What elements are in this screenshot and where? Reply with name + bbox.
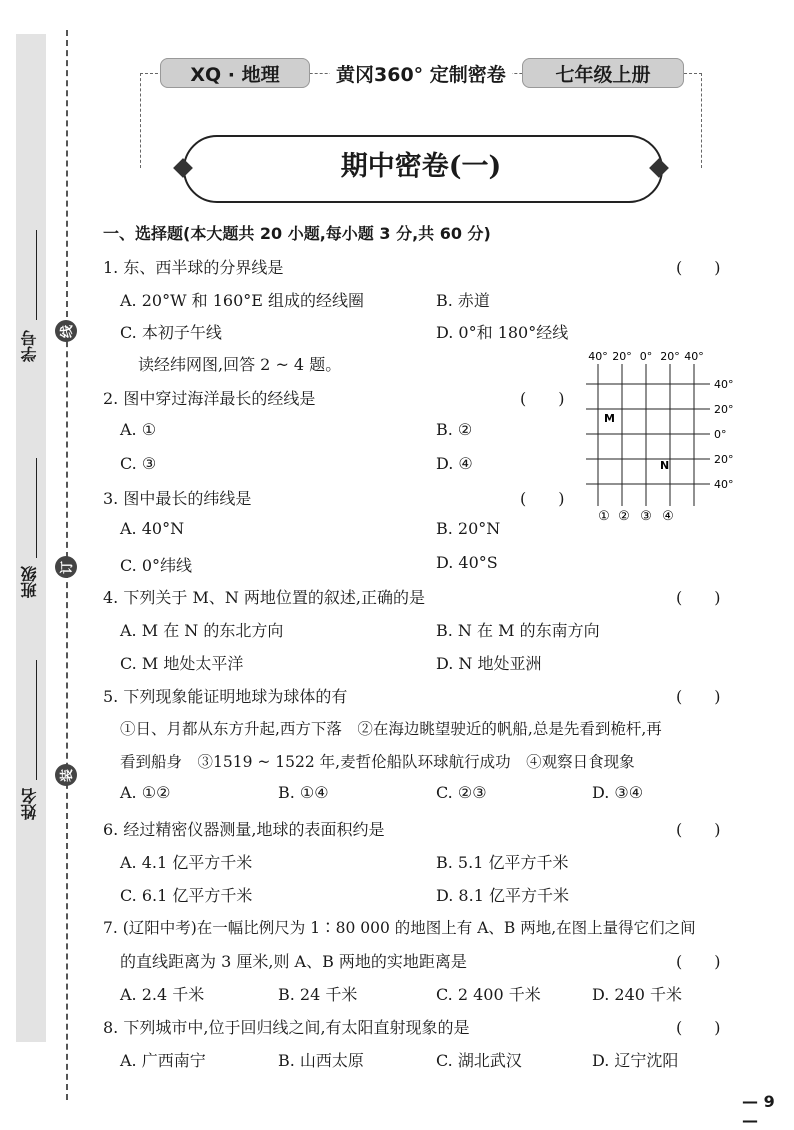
q2-option-a[interactable]: A. ① bbox=[120, 420, 157, 439]
subject-pill: XQ · 地理 bbox=[160, 58, 310, 88]
binding-mark-bind: 装 bbox=[55, 764, 77, 786]
grid-right-label-3: 0° bbox=[714, 428, 727, 441]
q6-option-a[interactable]: A. 4.1 亿平方千米 bbox=[120, 853, 253, 872]
q6-option-b[interactable]: B. 5.1 亿平方千米 bbox=[436, 853, 569, 872]
grid-top-label-3: 0° bbox=[639, 350, 653, 363]
grid-right-label-2: 20° bbox=[714, 403, 734, 416]
q1-option-b[interactable]: B. 赤道 bbox=[436, 291, 490, 310]
q8-option-c[interactable]: C. 湖北武汉 bbox=[436, 1051, 522, 1070]
class-line[interactable] bbox=[36, 458, 37, 558]
q7-answer-blank[interactable]: ( ) bbox=[676, 952, 721, 971]
grid-lines bbox=[586, 364, 710, 506]
q6-option-d[interactable]: D. 8.1 亿平方千米 bbox=[436, 886, 569, 905]
page-number: — 9 — bbox=[742, 1092, 775, 1130]
q8-option-d[interactable]: D. 辽宁沈阳 bbox=[592, 1051, 679, 1070]
q8-option-a[interactable]: A. 广西南宁 bbox=[120, 1051, 206, 1070]
q5-option-c[interactable]: C. ②③ bbox=[436, 783, 487, 802]
q3-answer-blank[interactable]: ( ) bbox=[520, 489, 565, 508]
grade-pill: 七年级上册 bbox=[522, 58, 684, 88]
q2-option-b[interactable]: B. ② bbox=[436, 420, 473, 439]
q7-option-b[interactable]: B. 24 千米 bbox=[278, 985, 358, 1004]
q5-option-a[interactable]: A. ①② bbox=[120, 783, 171, 802]
meridian-label-1: ① bbox=[598, 509, 610, 524]
q3-option-b[interactable]: B. 20°N bbox=[436, 519, 501, 538]
point-n: N bbox=[660, 459, 670, 472]
q2-stem: 2. 图中穿过海洋最长的经线是 bbox=[103, 389, 316, 408]
q3-stem: 3. 图中最长的纬线是 bbox=[103, 489, 252, 508]
q7-stem: 7. (辽阳中考)在一幅比例尺为 1∶80 000 的地图上有 A、B 两地,在图上量得它们之间 bbox=[103, 919, 696, 937]
grid-top-label-4: 20° bbox=[660, 350, 680, 363]
q2-answer-blank[interactable]: ( ) bbox=[520, 389, 565, 408]
meridian-label-2: ② bbox=[618, 509, 630, 524]
grid-top-label-5: 40° bbox=[684, 350, 704, 363]
q4-option-c[interactable]: C. M 地处太平洋 bbox=[120, 654, 244, 673]
grid-right-label-4: 20° bbox=[714, 453, 734, 466]
q1-option-a[interactable]: A. 20°W 和 160°E 组成的经线圈 bbox=[120, 291, 365, 310]
q3-option-c[interactable]: C. 0°纬线 bbox=[120, 556, 193, 575]
name-field bbox=[18, 788, 44, 820]
q5-answer-blank[interactable]: ( ) bbox=[676, 687, 721, 706]
lat-long-grid-diagram bbox=[580, 348, 740, 524]
q4-stem: 4. 下列关于 M、N 两地位置的叙述,正确的是 bbox=[103, 588, 425, 607]
meridian-label-4: ④ bbox=[662, 509, 674, 524]
q3-option-a[interactable]: A. 40°N bbox=[120, 519, 185, 538]
q1-answer-blank[interactable]: ( ) bbox=[676, 258, 721, 277]
q8-answer-blank[interactable]: ( ) bbox=[676, 1018, 721, 1037]
q4-option-a[interactable]: A. M 在 N 的东北方向 bbox=[120, 621, 284, 640]
student-number-field bbox=[18, 330, 44, 362]
grid-top-label-1: 40° bbox=[588, 350, 608, 363]
q1-option-c[interactable]: C. 本初子午线 bbox=[120, 323, 222, 342]
q6-option-c[interactable]: C. 6.1 亿平方千米 bbox=[120, 886, 253, 905]
q4-option-b[interactable]: B. N 在 M 的东南方向 bbox=[436, 621, 600, 640]
q8-stem: 8. 下列城市中,位于回归线之间,有太阳直射现象的是 bbox=[103, 1018, 470, 1037]
q7-option-a[interactable]: A. 2.4 千米 bbox=[120, 985, 205, 1004]
section-heading: 一、选择题(本大题共 20 小题,每小题 3 分,共 60 分) bbox=[103, 224, 491, 243]
q8-option-b[interactable]: B. 山西太原 bbox=[278, 1051, 364, 1070]
q4-answer-blank[interactable]: ( ) bbox=[676, 588, 721, 607]
q7-option-c[interactable]: C. 2 400 千米 bbox=[436, 985, 541, 1004]
class-field bbox=[18, 566, 44, 598]
grid-right-label-5: 40° bbox=[714, 478, 734, 491]
binding-mark-line: 线 bbox=[55, 320, 77, 342]
q7-stem-line-2: 的直线距离为 3 厘米,则 A、B 两地的实地距离是 bbox=[120, 952, 467, 971]
page-title: 期中密卷(一) bbox=[340, 151, 502, 182]
q3-option-d[interactable]: D. 40°S bbox=[436, 553, 498, 572]
q5-stem: 5. 下列现象能证明地球为球体的有 bbox=[103, 687, 348, 706]
class-label: 班级 bbox=[20, 566, 39, 598]
grid-right-label-1: 40° bbox=[714, 378, 734, 391]
q5-statement-line-2: 看到船身 ③1519 ~ 1522 年,麦哲伦船队环球航行成功 ④观察日食现象 bbox=[120, 753, 635, 771]
grid-top-label-2: 20° bbox=[612, 350, 632, 363]
student-number-line[interactable] bbox=[36, 230, 37, 320]
name-line[interactable] bbox=[36, 660, 37, 780]
q6-answer-blank[interactable]: ( ) bbox=[676, 820, 721, 839]
point-m: M bbox=[604, 412, 615, 425]
q2-option-c[interactable]: C. ③ bbox=[120, 454, 157, 473]
q5-option-b[interactable]: B. ①④ bbox=[278, 783, 329, 802]
binding-strip bbox=[16, 34, 46, 1042]
binding-mark-staple: 订 bbox=[55, 556, 77, 578]
series-title: 黄冈360° 定制密卷 bbox=[330, 60, 512, 87]
q2-option-d[interactable]: D. ④ bbox=[436, 454, 473, 473]
q5-statement-line-1: ①日、月都从东方升起,西方下落 ②在海边眺望驶近的帆船,总是先看到桅杆,再 bbox=[120, 720, 662, 738]
q1-stem: 1. 东、西半球的分界线是 bbox=[103, 258, 284, 277]
read-map-instruction: 读经纬网图,回答 2 ~ 4 题。 bbox=[138, 355, 342, 374]
name-label: 姓名 bbox=[20, 788, 39, 820]
q6-stem: 6. 经过精密仪器测量,地球的表面积约是 bbox=[103, 820, 385, 839]
q4-option-d[interactable]: D. N 地处亚洲 bbox=[436, 654, 542, 673]
student-number-label: 学号 bbox=[20, 330, 39, 362]
q1-option-d[interactable]: D. 0°和 180°经线 bbox=[436, 323, 569, 342]
q5-option-d[interactable]: D. ③④ bbox=[592, 783, 644, 802]
meridian-label-3: ③ bbox=[640, 509, 652, 524]
q7-option-d[interactable]: D. 240 千米 bbox=[592, 985, 683, 1004]
